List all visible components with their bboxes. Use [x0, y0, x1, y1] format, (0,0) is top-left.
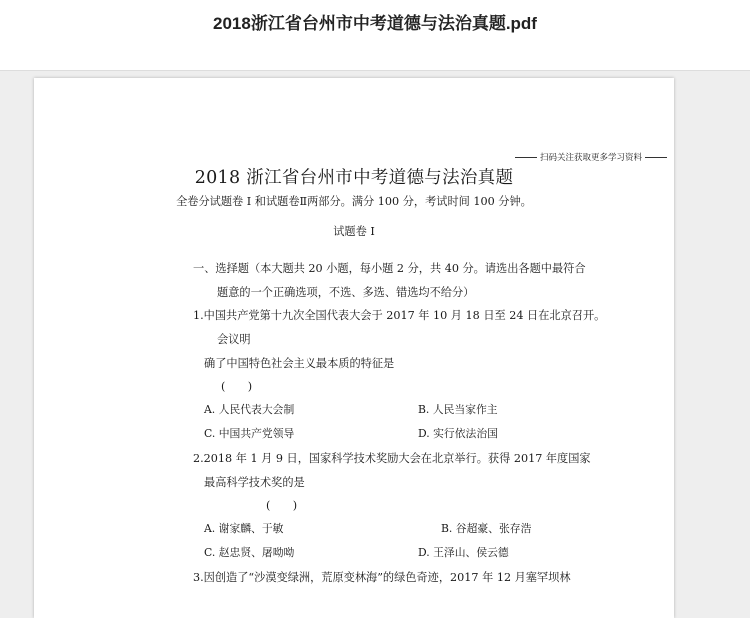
file-title: 2018浙江省台州市中考道德与法治真题.pdf [213, 14, 537, 33]
q2-stem-line2: 最高科学技术奖的是 [204, 476, 305, 489]
q1-stem-line2: 会议明 [217, 333, 251, 346]
document-title: 2018 浙江省台州市中考道德与法治真题 [194, 168, 514, 188]
part1-instruction-line2: 题意的一个正确选项，不选、多选、错选均不给分） [217, 286, 475, 299]
q1-stem-line1: 1.中国共产党第十九次全国代表大会于 2017 年 10 月 18 日至 24 日在北京召开。 [193, 309, 606, 322]
document-page [34, 78, 674, 618]
part1-instruction-line1: 一、选择题（本大题共 20 小题，每小题 2 分，共 40 分。请选出各题中最符合 [193, 262, 586, 275]
promo-line [512, 151, 670, 163]
q3-stem-line1: 3.因创造了“沙漠变绿洲，荒原变林海”的绿色奇迹，2017 年 12 月塞罕坝林 [193, 571, 571, 584]
document-subtitle: 全卷分试题卷 I 和试题卷Ⅱ两部分。满分 100 分，考试时间 100 分钟。 [176, 195, 532, 208]
q1-answer-blank: ( ) [221, 380, 253, 393]
q2-option-c: C. 赵忠贤、屠呦呦 [204, 546, 295, 559]
promo-dash-left [515, 157, 537, 158]
q1-option-d: D. 实行依法治国 [418, 427, 498, 440]
promo-text: 扫码关注获取更多学习资料 [540, 153, 643, 163]
q1-stem-line3: 确了中国特色社会主义最本质的特征是 [204, 357, 395, 370]
viewer-title-bar [0, 0, 750, 71]
q2-option-b: B. 谷超豪、张存浩 [441, 522, 532, 535]
q1-option-c: C. 中国共产党领导 [204, 427, 295, 440]
q2-option-d: D. 王泽山、侯云德 [418, 546, 509, 559]
q1-option-a: A. 人民代表大会制 [204, 403, 295, 416]
q1-option-b: B. 人民当家作主 [418, 403, 498, 416]
q2-stem-line1: 2.2018 年 1 月 9 日，国家科学技术奖励大会在北京举行。获得 2017 年度国家 [193, 452, 591, 465]
section-heading: 试题卷 I [333, 225, 375, 238]
promo-dash-right [645, 157, 667, 158]
q2-option-a: A. 谢家麟、于敏 [204, 522, 284, 535]
q2-answer-blank: ( ) [266, 499, 298, 512]
